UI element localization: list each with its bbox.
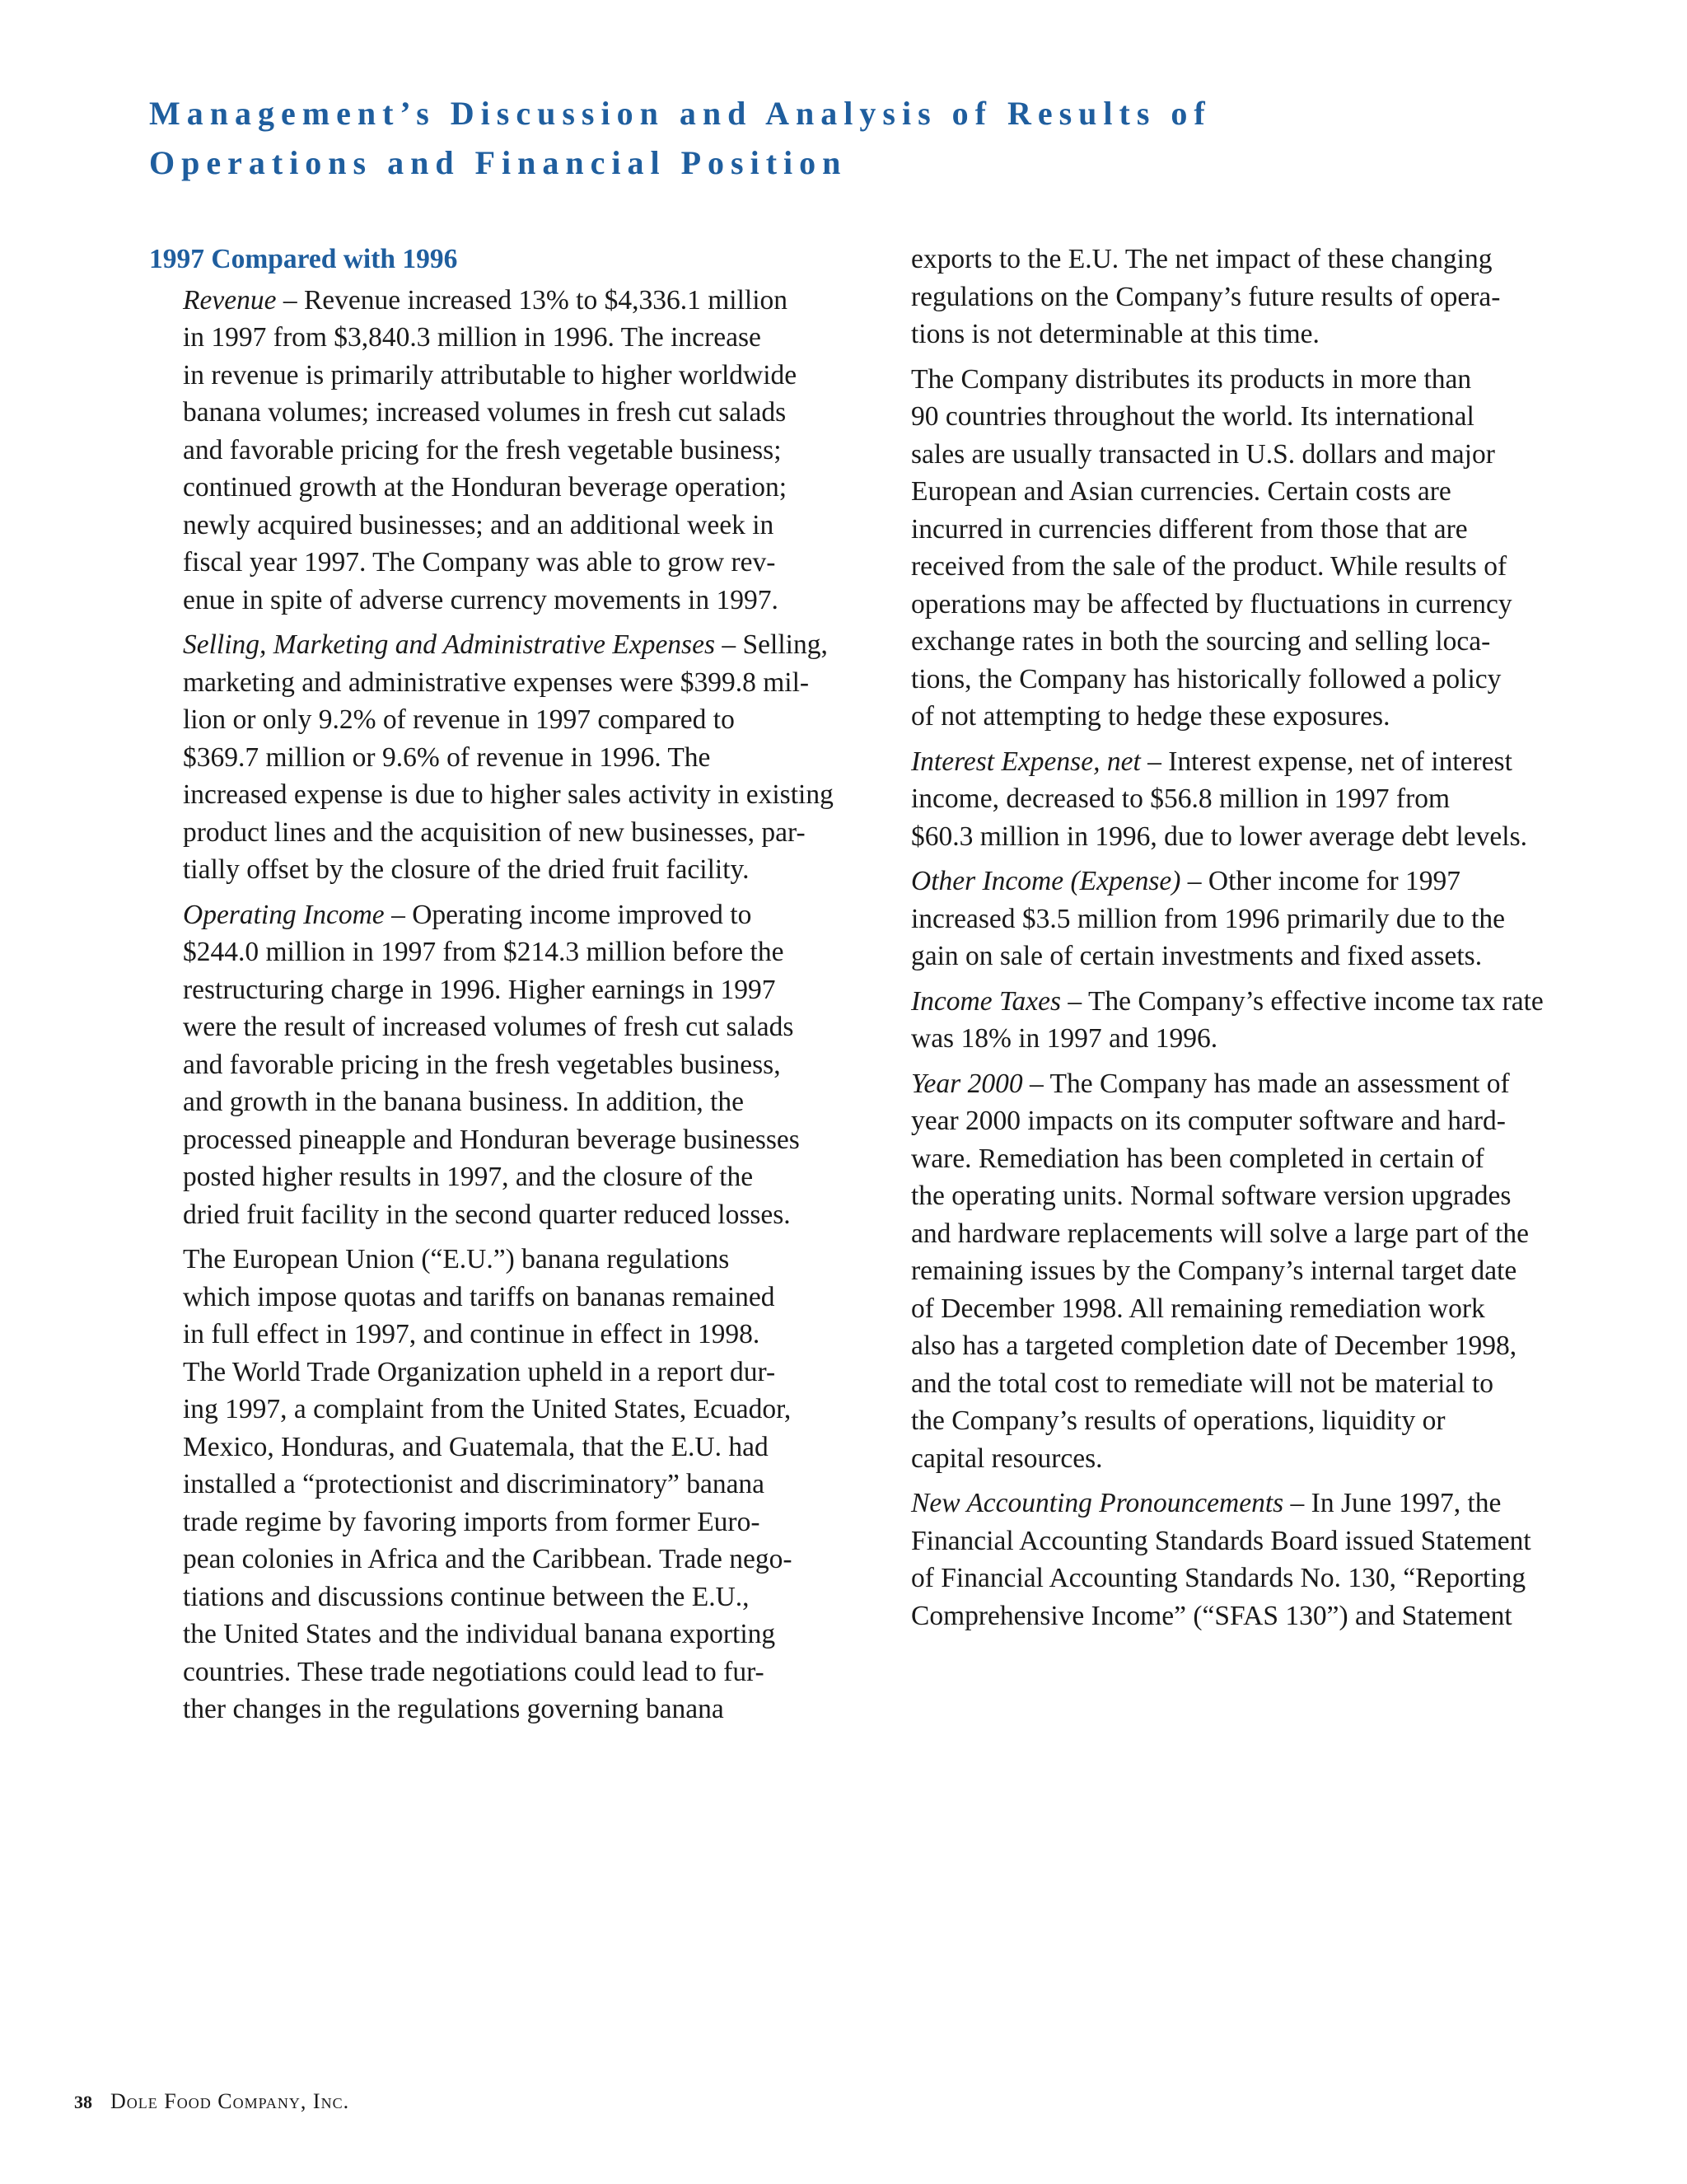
text-line (183, 971, 833, 1009)
line-text: of December 1998. All remaining remediation work (911, 1293, 1485, 1324)
text-line (911, 743, 1554, 781)
line-text: Mexico, Honduras, and Guatemala, that the E.U. had (183, 1431, 769, 1462)
text-line (183, 1279, 833, 1316)
line-text: which impose quotas and tariffs on bananas remained (183, 1281, 775, 1312)
line-text: ing 1997, a complaint from the United States, Ecuador, (183, 1394, 792, 1424)
text-line (183, 1008, 833, 1046)
right-column (911, 241, 1554, 1642)
text-line (911, 316, 1554, 353)
text-line (911, 436, 1554, 474)
line-text: tially offset by the closure of the dried fruit facility. (183, 854, 750, 885)
text-line (183, 1578, 833, 1616)
line-text: processed pineapple and Honduran beverage businesses (183, 1124, 800, 1155)
text-line (911, 511, 1554, 549)
line-text: increased $3.5 million from 1996 primarily due to the (911, 903, 1506, 934)
lead-separator: – (384, 899, 413, 930)
text-line (183, 1083, 833, 1121)
paragraph (149, 896, 833, 1234)
left-column (149, 241, 833, 1736)
text-line (183, 626, 833, 664)
line-text: remaining issues by the Company’s internal target date (911, 1256, 1517, 1286)
paragraph (911, 1065, 1554, 1478)
line-text: and favorable pricing in the fresh vegetables business, (183, 1049, 781, 1080)
text-line (911, 780, 1554, 818)
text-line (183, 739, 833, 777)
line-text: $60.3 million in 1996, due to lower average debt levels. (911, 821, 1527, 852)
line-text: countries. These trade negotiations could lead to fur- (183, 1656, 764, 1687)
line-text: Interest expense, net of interest (1168, 746, 1512, 777)
paragraph (149, 626, 833, 889)
line-text: dried fruit facility in the second quarter reduced losses. (183, 1199, 791, 1230)
line-text: lion or only 9.2% of revenue in 1997 compared to (183, 704, 735, 735)
paragraph (911, 863, 1554, 975)
line-text: increased expense is due to higher sales activity in existing (183, 779, 834, 810)
line-text: the Company’s results of operations, liquidity or (911, 1405, 1446, 1436)
line-text: exports to the E.U. The net impact of these changing (911, 244, 1493, 274)
paragraph-lead: Other Income (Expense) (911, 866, 1181, 896)
page-title-line-2: Operations and Financial Position (149, 144, 848, 181)
text-line (911, 818, 1554, 856)
line-text: and hardware replacements will solve a large part of the (911, 1218, 1530, 1249)
paragraph (911, 983, 1554, 1058)
text-line (183, 1541, 833, 1578)
text-line (911, 1102, 1554, 1140)
line-text: In June 1997, the (1311, 1488, 1502, 1518)
line-text: in 1997 from $3,840.3 million in 1996. The increase (183, 322, 761, 353)
line-text: ware. Remediation has been completed in certain of (911, 1143, 1484, 1174)
text-line (183, 1158, 833, 1196)
text-line (183, 357, 833, 395)
line-text: the operating units. Normal software version upgrades (911, 1181, 1512, 1211)
line-text: income, decreased to $56.8 million in 1997 from (911, 783, 1451, 814)
line-text: The Company has made an assessment of (1049, 1068, 1510, 1099)
text-line (911, 1402, 1554, 1440)
line-text: received from the sale of the product. While results of (911, 551, 1507, 582)
text-line (911, 1597, 1554, 1635)
line-text: and favorable pricing for the fresh vegetable business; (183, 434, 782, 465)
line-text: tiations and discussions continue between the E.U., (183, 1581, 750, 1612)
line-text: pean colonies in Africa and the Caribbean. Trade nego- (183, 1544, 792, 1574)
text-line (183, 582, 833, 620)
text-line (911, 698, 1554, 736)
line-text: $369.7 million or 9.6% of revenue in 1996. The (183, 741, 711, 773)
page-number: 38 (74, 2092, 92, 2112)
paragraph-lead: Income Taxes (911, 985, 1062, 1017)
text-line (183, 1691, 833, 1728)
text-line (183, 469, 833, 507)
text-line (911, 1140, 1554, 1178)
lead-separator: – (1022, 1068, 1050, 1099)
text-line (911, 623, 1554, 661)
line-text: fiscal year 1997. The Company was able to grow rev- (183, 547, 776, 578)
text-line (911, 1440, 1554, 1478)
text-line (911, 863, 1554, 900)
text-line (183, 507, 833, 545)
paragraph (911, 241, 1554, 353)
line-text: trade regime by favoring imports from former Euro- (183, 1506, 760, 1537)
paragraph (911, 1485, 1554, 1634)
text-line (183, 1354, 833, 1391)
paragraph (911, 361, 1554, 736)
line-text: tions is not determinable at this time. (911, 319, 1320, 349)
text-line (911, 1485, 1554, 1522)
line-text: and the total cost to remediate will not be material to (911, 1368, 1494, 1399)
text-line (911, 983, 1554, 1021)
text-line (183, 1046, 833, 1084)
line-text: newly acquired businesses; and an additional week in (183, 509, 774, 540)
text-line (911, 661, 1554, 699)
line-text: product lines and the acquisition of new businesses, par- (183, 816, 806, 848)
line-text: also has a targeted completion date of December 1998, (911, 1331, 1517, 1361)
lead-separator: – (1061, 985, 1088, 1017)
line-text: capital resources. (911, 1443, 1103, 1474)
text-line (911, 586, 1554, 624)
line-text: exchange rates in both the sourcing and selling loca- (911, 626, 1491, 657)
line-text: of Financial Accounting Standards No. 130, “Reporting (911, 1563, 1526, 1593)
line-text: in revenue is primarily attributable to higher worldwide (183, 359, 797, 391)
text-line (183, 1121, 833, 1159)
line-text: Comprehensive Income” (“SFAS 130”) and Statement (911, 1600, 1512, 1631)
paragraph-lead: Interest Expense, net (911, 746, 1141, 777)
lead-separator: – (1140, 746, 1169, 777)
paragraph-lead: Revenue (183, 284, 277, 316)
text-line (911, 938, 1554, 975)
text-line (183, 1429, 833, 1466)
line-text: marketing and administrative expenses were $399.8 mil- (183, 666, 810, 698)
text-line (183, 1391, 833, 1429)
text-line (911, 1020, 1554, 1058)
line-text: European and Asian currencies. Certain costs are (911, 476, 1451, 507)
text-line (911, 1177, 1554, 1215)
text-line (911, 1560, 1554, 1597)
text-line (183, 1504, 833, 1541)
lead-separator: – (1180, 866, 1208, 896)
line-text: in full effect in 1997, and continue in effect in 1998. (183, 1319, 760, 1349)
text-line (911, 361, 1554, 399)
line-text: year 2000 impacts on its computer software and hard- (911, 1106, 1506, 1136)
text-line (911, 1365, 1554, 1403)
line-text: Operating income improved to (412, 899, 752, 930)
text-line (911, 1065, 1554, 1103)
lead-separator: – (276, 284, 304, 316)
text-line (911, 900, 1554, 938)
line-text: was 18% in 1997 and 1996. (911, 1023, 1218, 1054)
text-line (183, 544, 833, 582)
line-text: Financial Accounting Standards Board issued Statement (911, 1525, 1531, 1556)
line-text: ther changes in the regulations governing banana (183, 1694, 724, 1724)
text-line (911, 1215, 1554, 1253)
line-text: $244.0 million in 1997 from $214.3 million before the (183, 937, 784, 967)
line-text: 90 countries throughout the world. Its international (911, 401, 1474, 432)
text-line (183, 1316, 833, 1354)
line-text: and growth in the banana business. In addition, the (183, 1087, 745, 1117)
line-text: the United States and the individual banana exporting (183, 1619, 776, 1649)
text-line (183, 701, 833, 739)
text-line (911, 548, 1554, 586)
text-line (183, 776, 833, 814)
line-text: Other income for 1997 (1208, 866, 1460, 896)
text-line (183, 1196, 833, 1234)
line-text: The Company’s effective income tax rate (1087, 985, 1544, 1017)
text-line (183, 814, 833, 852)
text-line (183, 319, 833, 357)
line-text: of not attempting to hedge these exposures. (911, 701, 1390, 732)
line-text: enue in spite of adverse currency movements in 1997. (183, 584, 778, 615)
line-text: operations may be affected by fluctuations in currency (911, 588, 1512, 620)
line-text: Selling, (742, 629, 828, 660)
page-title (149, 89, 1385, 188)
line-text: continued growth at the Honduran beverage operation; (183, 472, 787, 503)
line-text: regulations on the Company’s future results of opera- (911, 281, 1501, 312)
text-line (911, 398, 1554, 436)
line-text: The European Union (“E.U.”) banana regulations (183, 1244, 730, 1274)
text-line (183, 1653, 833, 1691)
text-line (183, 1466, 833, 1504)
paragraph (149, 1241, 833, 1728)
paragraph-lead: Selling, Marketing and Administrative Expenses (183, 629, 716, 660)
line-text: The World Trade Organization upheld in a report dur- (183, 1356, 776, 1387)
text-line (183, 896, 833, 934)
company-name: Dole Food Company, Inc. (110, 2089, 350, 2113)
paragraph (911, 743, 1554, 856)
line-text: were the result of increased volumes of fresh cut salads (183, 1012, 794, 1042)
paragraph-lead: Operating Income (183, 899, 385, 930)
text-line (183, 664, 833, 702)
text-line (911, 473, 1554, 511)
line-text: tions, the Company has historically followed a policy (911, 663, 1502, 694)
line-text: The Company distributes its products in more than (911, 363, 1472, 395)
text-line (183, 432, 833, 470)
text-line (183, 851, 833, 889)
line-text: incurred in currencies different from those that are (911, 513, 1468, 545)
line-text: gain on sale of certain investments and fixed assets. (911, 941, 1483, 971)
text-line (911, 1252, 1554, 1290)
text-line (183, 933, 833, 971)
lead-separator: – (715, 629, 743, 660)
text-line (183, 1241, 833, 1279)
text-line (183, 282, 833, 320)
line-text: Revenue increased 13% to $4,336.1 million (303, 284, 788, 316)
line-text: restructuring charge in 1996. Higher earnings in 1997 (183, 974, 776, 1005)
text-line (183, 1616, 833, 1653)
line-text: banana volumes; increased volumes in fresh cut salads (183, 397, 787, 428)
line-text: posted higher results in 1997, and the closure of the (183, 1162, 754, 1192)
line-text: sales are usually transacted in U.S. dollars and major (911, 438, 1495, 470)
page-footer (74, 2089, 349, 2115)
section-heading: 1997 Compared with 1996 (149, 244, 458, 274)
paragraph (149, 282, 833, 620)
text-line (183, 394, 833, 432)
text-line (911, 1522, 1554, 1560)
page-title-line-1: Management’s Discussion and Analysis of Results of (149, 95, 1212, 132)
text-line (911, 241, 1554, 278)
lead-separator: – (1283, 1488, 1311, 1518)
line-text: installed a “protectionist and discriminatory” banana (183, 1469, 765, 1499)
paragraph-lead: New Accounting Pronouncements (911, 1488, 1284, 1518)
paragraph-lead: Year 2000 (911, 1068, 1023, 1099)
text-line (911, 1327, 1554, 1365)
text-line (911, 278, 1554, 316)
text-line (911, 1290, 1554, 1328)
